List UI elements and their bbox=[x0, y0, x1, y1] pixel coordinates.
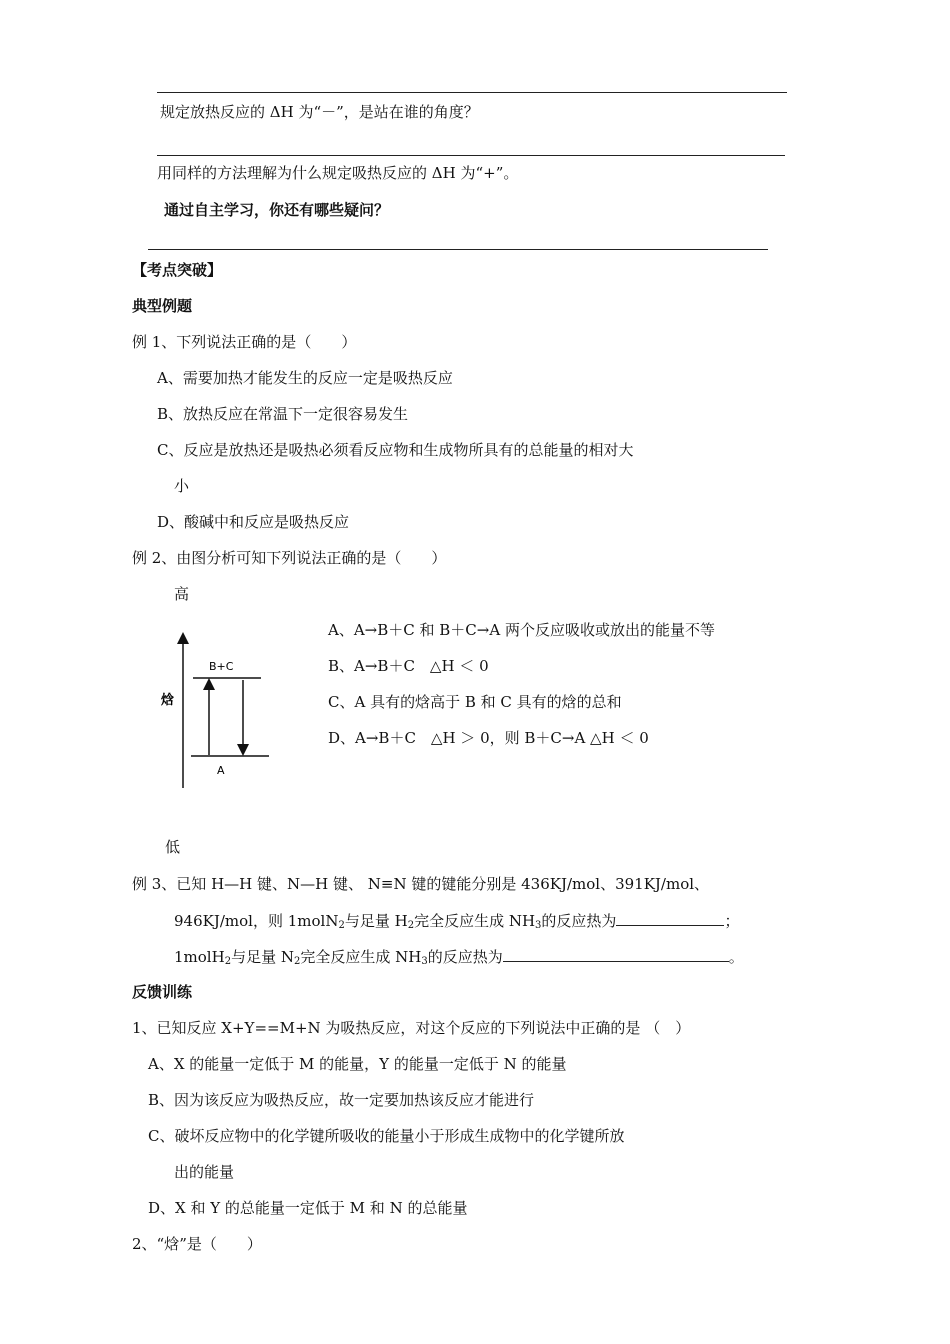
level-label-b-c: B+C bbox=[209, 660, 234, 673]
ex2-option-a: A、A→B＋C 和 B＋C→A 两个反应吸收或放出的能量不等 bbox=[328, 621, 715, 639]
question-3: 通过自主学习，你还有哪些疑问？ bbox=[164, 201, 390, 219]
question-1: 规定放热反应的 ΔH 为“－”，是站在谁的角度？ bbox=[160, 103, 479, 121]
ex1-option-c-cont: 小 bbox=[174, 477, 190, 495]
level-label-a: A bbox=[217, 764, 225, 777]
axis-label-enthalpy: 焓 bbox=[161, 693, 175, 708]
ex1-option-a: A、需要加热才能发生的反应一定是吸热反应 bbox=[157, 369, 453, 387]
ex3-line-2: 946KJ/mol，则 1molN$_2$与足量 $H_2$完全反应生成 $NH_3$的反应热为 ； bbox=[174, 912, 740, 931]
answer-line-2 bbox=[157, 155, 785, 156]
section-heading: 【考点突破】 bbox=[132, 261, 223, 279]
ex1-option-d: D、酸碱中和反应是吸热反应 bbox=[157, 513, 350, 531]
ex3-line-3: 1molH$_2$与足量 $N_2$完全反应生成 $NH_3$的反应热为 。 bbox=[174, 948, 744, 967]
fb1-stem: 1、已知反应 X+Y==M+N 为吸热反应，对这个反应的下列说法中正确的是 （ ） bbox=[132, 1019, 691, 1037]
ex3-line-1: 例 3、已知 H—H 键、N—H 键、 N≡N 键的键能分别是 436KJ/mol、391KJ/mol、 bbox=[132, 875, 710, 893]
ex1-option-c: C、反应是放热还是吸热必须看反应物和生成物所具有的总能量的相对大 bbox=[157, 441, 634, 459]
ex2-option-d: D、A→B＋C △H ＞ 0，则 B＋C→A △H ＜ 0 bbox=[328, 729, 649, 747]
fb1-option-c-cont: 出的能量 bbox=[174, 1163, 235, 1181]
answer-line-1 bbox=[157, 92, 787, 93]
examples-title: 典型例题 bbox=[132, 297, 193, 315]
ex2-stem: 例 2、由图分析可知下列说法正确的是（ ） bbox=[132, 549, 447, 567]
ex1-stem: 例 1、下列说法正确的是（ ） bbox=[132, 333, 357, 351]
fb2-stem: 2、“焓”是（ ） bbox=[132, 1235, 262, 1253]
ex2-option-b: B、A→B＋C △H ＜ 0 bbox=[328, 657, 489, 675]
feedback-title: 反馈训练 bbox=[132, 983, 193, 1001]
blank-2[interactable] bbox=[503, 947, 729, 962]
fb1-option-a: A、X 的能量一定低于 M 的能量，Y 的能量一定低于 N 的能量 bbox=[148, 1055, 567, 1073]
fb1-option-b: B、因为该反应为吸热反应，故一定要加热该反应才能进行 bbox=[148, 1091, 535, 1109]
ex1-option-b: B、放热反应在常温下一定很容易发生 bbox=[157, 405, 409, 423]
label-high: 高 bbox=[174, 585, 190, 603]
answer-line-3 bbox=[148, 249, 768, 250]
fb1-option-c: C、破坏反应物中的化学键所吸收的能量小于形成生成物中的化学键所放 bbox=[148, 1127, 625, 1145]
question-2: 用同样的方法理解为什么规定吸热反应的 ΔH 为“+”。 bbox=[157, 164, 519, 182]
ex2-option-c: C、A 具有的焓高于 B 和 C 具有的焓的总和 bbox=[328, 693, 622, 711]
label-low: 低 bbox=[165, 838, 181, 856]
enthalpy-diagram bbox=[161, 628, 275, 790]
fb1-option-d: D、X 和 Y 的总能量一定低于 M 和 N 的总能量 bbox=[148, 1199, 468, 1217]
blank-1[interactable] bbox=[616, 911, 724, 926]
